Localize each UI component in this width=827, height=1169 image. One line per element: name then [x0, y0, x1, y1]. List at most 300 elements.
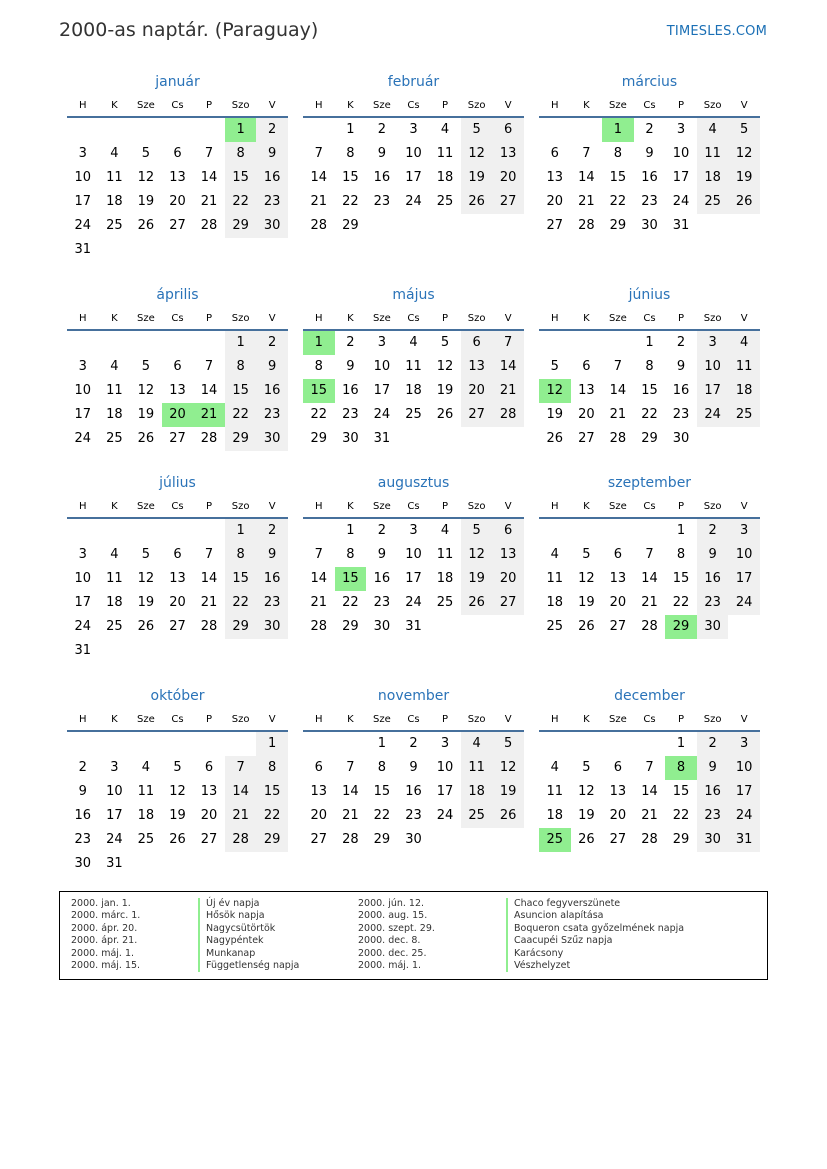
day-cell: 9: [346, 359, 355, 374]
weekday-header: [303, 307, 524, 331]
day-cell: 26: [169, 832, 186, 847]
day-cell: 29: [310, 431, 328, 446]
empty-day-cell: [99, 732, 131, 756]
day-cell: 18: [436, 571, 454, 586]
day-cell: 19: [137, 407, 155, 422]
day-cell: 1: [225, 331, 257, 355]
empty-day-cell: [571, 732, 603, 756]
day-cell: 20: [492, 166, 524, 190]
day-cell: 21: [193, 403, 225, 427]
day-cell: 23: [697, 804, 729, 828]
day-cell: 30: [256, 615, 288, 639]
day-cell: 12: [461, 142, 493, 166]
weekday-header: [67, 708, 288, 732]
day-cell: 16: [256, 166, 288, 190]
day-cell: 18: [137, 808, 155, 823]
month-6: [539, 283, 760, 451]
day-cell: 6: [204, 760, 214, 775]
empty-day-cell: [67, 118, 99, 142]
day-cell: 6: [613, 547, 623, 562]
weekday-label: Szo: [467, 100, 486, 111]
day-cell: 9: [697, 756, 729, 780]
weekday-label: Sze: [609, 501, 627, 512]
day-cell: 27: [546, 218, 564, 233]
weekday-label: K: [347, 501, 354, 512]
weekday-label: Sze: [137, 100, 155, 111]
weekday-label: Cs: [643, 714, 656, 725]
day-cell: 20: [162, 403, 194, 427]
empty-day-cell: [634, 519, 666, 543]
day-cell: 10: [74, 170, 92, 185]
day-cell: 7: [613, 359, 623, 374]
empty-day-cell: [728, 214, 760, 238]
month-7: [67, 471, 288, 663]
day-cell: 14: [200, 383, 218, 398]
day-cell: 1: [676, 736, 686, 751]
day-cell: 4: [110, 359, 119, 374]
month-title: október: [150, 688, 205, 704]
weekday-label: K: [347, 100, 354, 111]
week-row: [67, 190, 288, 214]
day-cell: 26: [492, 804, 524, 828]
empty-day-cell: [193, 238, 225, 262]
empty-day-cell: [398, 427, 430, 451]
week-row: [303, 427, 524, 451]
weekday-label: Sze: [373, 313, 391, 324]
day-cell: 22: [672, 595, 690, 610]
day-cell: 20: [609, 595, 627, 610]
day-cell: 11: [436, 146, 454, 161]
day-cell: 16: [672, 383, 690, 398]
day-cell: 10: [728, 543, 760, 567]
month-11: [303, 684, 524, 852]
weekday-label: Szo: [703, 100, 722, 111]
empty-day-cell: [492, 214, 524, 238]
day-cell: 20: [578, 407, 595, 422]
weekday-label: V: [740, 100, 748, 111]
day-cell: 23: [405, 808, 422, 823]
day-cell: 12: [461, 543, 493, 567]
day-cell: 6: [173, 359, 182, 374]
day-cell: 1: [602, 118, 634, 142]
month-title: szeptember: [607, 475, 692, 491]
day-cell: 29: [225, 427, 257, 451]
day-cell: 1: [256, 732, 288, 756]
day-cell: 29: [256, 828, 288, 852]
day-cell: 11: [106, 571, 123, 586]
weekday-header: [67, 307, 288, 331]
day-cell: 16: [342, 383, 359, 398]
empty-day-cell: [728, 427, 760, 451]
day-cell: 19: [461, 567, 493, 591]
weekday-label: Szo: [703, 501, 722, 512]
day-cell: 13: [609, 784, 627, 799]
weekday-header: [303, 94, 524, 118]
legend-date: 2000. ápr. 21.: [71, 935, 138, 947]
empty-day-cell: [162, 852, 194, 876]
day-cell: 4: [409, 335, 418, 350]
weekday-label: Sze: [373, 501, 391, 512]
week-row: [67, 615, 288, 639]
day-cell: 23: [256, 591, 288, 615]
day-cell: 17: [74, 407, 92, 422]
day-cell: 13: [546, 170, 564, 185]
day-cell: 1: [225, 118, 257, 142]
day-cell: 26: [137, 619, 155, 634]
day-cell: 11: [436, 547, 454, 562]
day-cell: 18: [436, 170, 454, 185]
day-cell: 5: [461, 519, 493, 543]
day-cell: 16: [373, 170, 391, 185]
month-title: január: [155, 74, 200, 90]
week-row: [539, 615, 760, 639]
day-cell: 16: [256, 379, 288, 403]
day-cell: 14: [310, 170, 328, 185]
weekday-label: H: [79, 501, 87, 512]
empty-day-cell: [193, 732, 225, 756]
day-cell: 24: [405, 595, 422, 610]
day-cell: 2: [377, 523, 387, 538]
empty-day-cell: [225, 732, 257, 756]
empty-day-cell: [571, 331, 603, 355]
month-title: március: [621, 74, 678, 90]
weekday-label: P: [206, 313, 213, 324]
day-cell: 17: [405, 571, 422, 586]
empty-day-cell: [697, 214, 729, 238]
day-cell: 17: [436, 784, 454, 799]
legend-names-left: [198, 898, 299, 972]
day-cell: 14: [609, 383, 627, 398]
day-cell: 17: [106, 808, 123, 823]
empty-day-cell: [130, 331, 162, 355]
day-cell: 13: [200, 784, 218, 799]
weekday-label: K: [111, 313, 118, 324]
empty-day-cell: [130, 519, 162, 543]
legend-dates-left: [71, 898, 140, 972]
day-cell: 8: [377, 760, 387, 775]
day-cell: 5: [492, 732, 524, 756]
weekday-label: H: [551, 100, 559, 111]
day-cell: 27: [169, 619, 186, 634]
day-cell: 23: [373, 194, 391, 209]
legend-date: 2000. szept. 29.: [358, 922, 435, 934]
day-cell: 20: [169, 595, 186, 610]
day-cell: 6: [173, 146, 182, 161]
day-cell: 4: [440, 523, 450, 538]
week-row: [67, 756, 288, 780]
day-cell: 24: [672, 194, 690, 209]
day-cell: 25: [697, 190, 729, 214]
weekday-label: H: [551, 313, 559, 324]
week-row: [67, 118, 288, 142]
weekday-label: Cs: [171, 313, 184, 324]
day-cell: 21: [225, 804, 257, 828]
day-cell: 4: [697, 118, 729, 142]
day-cell: 6: [314, 760, 323, 775]
legend-holiday-name: Nagycsütörtök: [198, 923, 299, 935]
weekday-label: Cs: [171, 501, 184, 512]
empty-day-cell: [429, 427, 461, 451]
day-cell: 9: [256, 543, 288, 567]
empty-day-cell: [67, 519, 99, 543]
legend-holiday-name: Új év napja: [198, 898, 299, 910]
day-cell: 23: [256, 403, 288, 427]
day-cell: 22: [342, 194, 359, 209]
empty-day-cell: [162, 331, 194, 355]
day-cell: 19: [578, 808, 595, 823]
week-row: [67, 331, 288, 355]
weekday-label: P: [678, 501, 685, 512]
empty-day-cell: [256, 852, 288, 876]
week-row: [539, 519, 760, 543]
weekday-label: Cs: [643, 100, 656, 111]
day-cell: 6: [461, 331, 493, 355]
week-row: [67, 403, 288, 427]
day-cell: 15: [225, 379, 257, 403]
day-cell: 3: [78, 547, 87, 562]
empty-day-cell: [99, 238, 131, 262]
day-cell: 9: [409, 760, 418, 775]
day-cell: 6: [173, 547, 182, 562]
empty-day-cell: [193, 331, 225, 355]
day-cell: 15: [256, 780, 288, 804]
weekday-label: K: [583, 714, 590, 725]
day-cell: 23: [641, 194, 658, 209]
day-cell: 9: [676, 359, 686, 374]
month-10: [67, 684, 288, 876]
week-row: [67, 142, 288, 166]
day-cell: 19: [492, 780, 524, 804]
day-cell: 27: [310, 832, 328, 847]
week-row: [303, 756, 524, 780]
day-cell: 18: [728, 379, 760, 403]
week-row: [67, 543, 288, 567]
day-cell: 4: [110, 547, 119, 562]
day-cell: 24: [697, 403, 729, 427]
weekday-label: P: [442, 313, 449, 324]
day-cell: 5: [173, 760, 182, 775]
day-cell: 4: [550, 760, 559, 775]
day-cell: 26: [436, 407, 454, 422]
weekday-label: V: [268, 100, 276, 111]
day-cell: 16: [697, 567, 729, 591]
weekday-label: Sze: [137, 501, 155, 512]
week-row: [67, 519, 288, 543]
weekday-label: V: [504, 313, 512, 324]
month-title: február: [387, 74, 440, 90]
empty-day-cell: [99, 639, 131, 663]
day-cell: 24: [106, 832, 123, 847]
day-cell: 3: [78, 146, 87, 161]
day-cell: 21: [641, 595, 658, 610]
weekday-label: Cs: [171, 714, 184, 725]
weekday-label: Cs: [643, 313, 656, 324]
day-cell: 10: [728, 756, 760, 780]
day-cell: 8: [665, 756, 697, 780]
legend-date: 2000. dec. 8.: [358, 935, 421, 947]
empty-day-cell: [539, 331, 571, 355]
week-row: [539, 166, 760, 190]
day-cell: 9: [377, 547, 387, 562]
day-cell: 11: [546, 784, 564, 799]
weekday-label: Sze: [137, 313, 155, 324]
day-cell: 8: [346, 146, 355, 161]
legend-holiday-name: Caacupéi Szűz napja: [506, 935, 684, 947]
empty-day-cell: [193, 118, 225, 142]
week-row: [303, 519, 524, 543]
empty-day-cell: [539, 519, 571, 543]
day-cell: 3: [78, 359, 87, 374]
month-title: november: [377, 688, 450, 704]
week-row: [539, 780, 760, 804]
day-cell: 1: [225, 519, 257, 543]
weekday-label: V: [740, 313, 748, 324]
day-cell: 31: [373, 431, 391, 446]
day-cell: 9: [645, 146, 654, 161]
day-cell: 4: [110, 146, 119, 161]
day-cell: 13: [310, 784, 328, 799]
empty-day-cell: [539, 732, 571, 756]
weekday-label: K: [583, 313, 590, 324]
day-cell: 4: [461, 732, 493, 756]
day-cell: 29: [342, 619, 359, 634]
day-cell: 28: [492, 403, 524, 427]
week-row: [539, 567, 760, 591]
empty-day-cell: [193, 852, 225, 876]
legend-holiday-name: Munkanap: [198, 948, 299, 960]
day-cell: 22: [256, 804, 288, 828]
legend-date: 2000. márc. 1.: [71, 910, 141, 922]
empty-day-cell: [162, 238, 194, 262]
month-8: [303, 471, 524, 639]
day-cell: 17: [728, 780, 760, 804]
day-cell: 31: [74, 242, 92, 257]
weekday-header: [67, 94, 288, 118]
week-row: [539, 403, 760, 427]
day-cell: 29: [609, 218, 627, 233]
day-cell: 15: [373, 784, 391, 799]
empty-day-cell: [398, 214, 430, 238]
day-cell: 5: [550, 359, 559, 374]
month-title: december: [614, 688, 685, 704]
day-cell: 22: [310, 407, 328, 422]
week-row: [303, 804, 524, 828]
day-cell: 27: [461, 403, 493, 427]
day-cell: 30: [373, 619, 391, 634]
day-cell: 12: [728, 142, 760, 166]
week-row: [303, 355, 524, 379]
week-row: [303, 331, 524, 355]
month-1: [67, 70, 288, 262]
day-cell: 24: [373, 407, 391, 422]
day-cell: 25: [106, 431, 123, 446]
day-cell: 31: [728, 828, 760, 852]
day-cell: 24: [74, 431, 92, 446]
day-cell: 11: [461, 756, 493, 780]
brand-link[interactable]: TIMESLES.COM: [666, 24, 767, 39]
weekday-label: V: [740, 714, 748, 725]
day-cell: 14: [310, 571, 328, 586]
weekday-label: V: [268, 501, 276, 512]
day-cell: 27: [169, 431, 186, 446]
weekday-label: H: [315, 313, 323, 324]
day-cell: 22: [225, 190, 257, 214]
day-cell: 25: [461, 804, 493, 828]
day-cell: 12: [578, 571, 595, 586]
day-cell: 19: [461, 166, 493, 190]
weekday-label: Sze: [609, 100, 627, 111]
weekday-label: H: [315, 714, 323, 725]
day-cell: 25: [137, 832, 155, 847]
weekday-header: [67, 495, 288, 519]
day-cell: 4: [550, 547, 559, 562]
day-cell: 2: [377, 122, 387, 137]
weekday-label: K: [347, 313, 354, 324]
day-cell: 29: [373, 832, 391, 847]
day-cell: 20: [310, 808, 328, 823]
weekday-label: Szo: [703, 714, 722, 725]
day-cell: 26: [578, 832, 595, 847]
day-cell: 19: [728, 166, 760, 190]
month-title: április: [156, 287, 199, 303]
legend-date: 2000. máj. 1.: [71, 947, 135, 959]
legend-date: 2000. jún. 12.: [358, 898, 425, 909]
day-cell: 29: [665, 615, 697, 639]
week-row: [303, 780, 524, 804]
week-row: [67, 828, 288, 852]
day-cell: 21: [641, 808, 658, 823]
legend-holiday-name: Karácsony: [506, 948, 684, 960]
day-cell: 7: [225, 756, 257, 780]
legend-date: 2000. máj. 1.: [358, 959, 422, 971]
day-cell: 2: [645, 122, 654, 137]
day-cell: 4: [141, 760, 151, 775]
day-cell: 10: [405, 146, 422, 161]
day-cell: 25: [436, 194, 454, 209]
day-cell: 8: [613, 146, 623, 161]
day-cell: 6: [613, 760, 623, 775]
day-cell: 28: [225, 828, 257, 852]
day-cell: 18: [106, 194, 123, 209]
day-cell: 10: [436, 760, 454, 775]
weekday-label: Cs: [407, 714, 420, 725]
empty-day-cell: [99, 118, 131, 142]
week-row: [67, 379, 288, 403]
day-cell: 5: [582, 547, 591, 562]
week-row: [539, 427, 760, 451]
week-row: [67, 780, 288, 804]
day-cell: 12: [436, 359, 454, 374]
empty-day-cell: [634, 732, 666, 756]
legend-names-right: [506, 898, 684, 972]
day-cell: 19: [546, 407, 564, 422]
day-cell: 4: [440, 122, 450, 137]
day-cell: 7: [314, 547, 323, 562]
day-cell: 10: [373, 359, 391, 374]
day-cell: 17: [728, 567, 760, 591]
week-row: [539, 543, 760, 567]
weekday-label: K: [111, 714, 118, 725]
day-cell: 29: [225, 615, 257, 639]
day-cell: 22: [225, 591, 257, 615]
weekday-label: H: [315, 501, 323, 512]
day-cell: 9: [377, 146, 387, 161]
week-row: [303, 828, 524, 852]
day-cell: 11: [405, 359, 422, 374]
day-cell: 14: [641, 784, 658, 799]
day-cell: 25: [405, 407, 422, 422]
day-cell: 1: [645, 335, 654, 350]
